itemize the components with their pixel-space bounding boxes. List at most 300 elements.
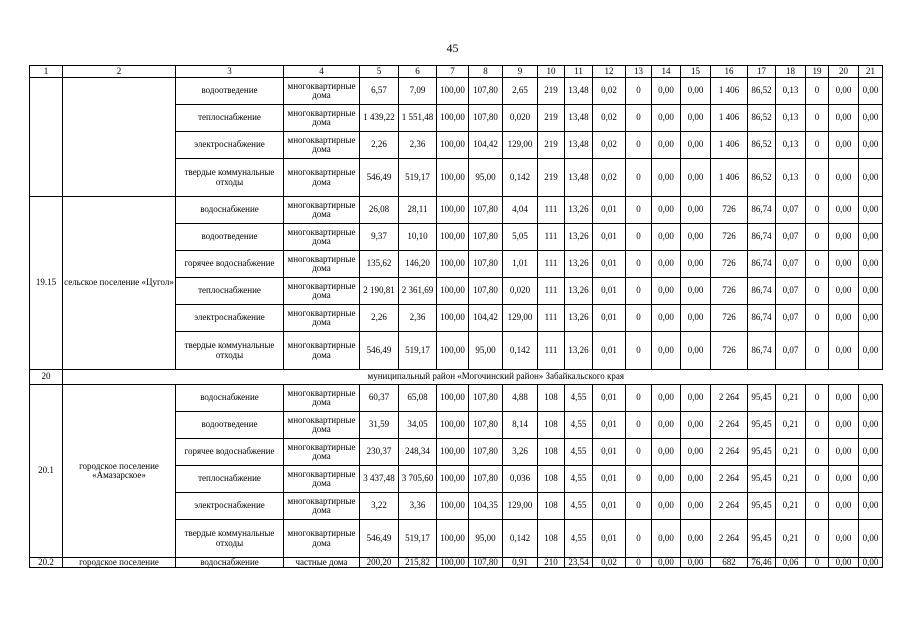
value-cell: 0 (626, 332, 652, 370)
value-cell: 86,74 (748, 305, 776, 332)
value-cell: 0,01 (593, 278, 626, 305)
service-name: твердые коммунальные отходы (176, 159, 284, 197)
value-cell: 0,00 (859, 159, 883, 197)
page-number: 45 (446, 41, 459, 55)
value-cell: 107,80 (469, 412, 503, 439)
value-cell: 2 264 (711, 520, 748, 558)
value-cell: 108 (538, 493, 565, 520)
value-cell: 219 (538, 105, 565, 132)
value-cell: 100,00 (437, 305, 469, 332)
value-cell: 0,00 (681, 105, 711, 132)
value-cell: 0,00 (652, 251, 681, 278)
value-cell: 0 (806, 520, 829, 558)
value-cell: 0,00 (681, 385, 711, 412)
value-cell: 2,26 (360, 305, 399, 332)
value-cell: 0,00 (829, 105, 859, 132)
value-cell: 726 (711, 278, 748, 305)
value-cell: 0,00 (681, 251, 711, 278)
service-name: водоснабжение (176, 558, 284, 568)
value-cell: 0,00 (681, 132, 711, 159)
value-cell: 0,00 (681, 278, 711, 305)
value-cell: 230,37 (360, 439, 399, 466)
value-cell: 0,00 (681, 197, 711, 224)
value-cell: 13,26 (565, 224, 593, 251)
service-name: твердые коммунальные отходы (176, 520, 284, 558)
value-cell: 86,74 (748, 251, 776, 278)
value-cell: 1 406 (711, 78, 748, 105)
value-cell: 0 (626, 439, 652, 466)
value-cell: 0,00 (829, 159, 859, 197)
table-body (30, 66, 883, 568)
housing-type: многоквартирные дома (284, 466, 360, 493)
section-number: 20 (30, 370, 63, 385)
value-cell: 0,21 (776, 439, 806, 466)
value-cell: 0,01 (593, 412, 626, 439)
value-cell: 0,01 (593, 520, 626, 558)
value-cell: 95,45 (748, 466, 776, 493)
value-cell: 0,21 (776, 466, 806, 493)
value-cell: 0,00 (652, 493, 681, 520)
value-cell: 0 (626, 385, 652, 412)
value-cell: 4,55 (565, 385, 593, 412)
value-cell: 13,48 (565, 78, 593, 105)
item-number: 20.2 (30, 558, 63, 568)
value-cell: 0 (626, 520, 652, 558)
column-header: 12 (593, 66, 626, 78)
value-cell: 4,55 (565, 466, 593, 493)
value-cell: 111 (538, 251, 565, 278)
value-cell: 0,142 (503, 520, 538, 558)
service-name: водоснабжение (176, 385, 284, 412)
column-header: 19 (806, 66, 829, 78)
value-cell: 108 (538, 466, 565, 493)
housing-type: многоквартирные дома (284, 332, 360, 370)
service-name: горячее водоснабжение (176, 251, 284, 278)
value-cell: 0,00 (859, 305, 883, 332)
value-cell: 0,00 (829, 558, 859, 568)
value-cell: 0 (806, 466, 829, 493)
value-cell: 100,00 (437, 132, 469, 159)
value-cell: 0,01 (593, 439, 626, 466)
value-cell: 0 (626, 251, 652, 278)
value-cell: 0 (626, 305, 652, 332)
value-cell: 107,80 (469, 78, 503, 105)
value-cell: 86,52 (748, 78, 776, 105)
value-cell: 0,00 (859, 78, 883, 105)
value-cell: 0 (626, 105, 652, 132)
value-cell: 13,26 (565, 305, 593, 332)
value-cell: 107,80 (469, 197, 503, 224)
value-cell: 146,20 (399, 251, 437, 278)
value-cell: 107,80 (469, 466, 503, 493)
value-cell: 95,45 (748, 439, 776, 466)
value-cell: 4,04 (503, 197, 538, 224)
value-cell: 0,00 (681, 466, 711, 493)
value-cell: 13,26 (565, 197, 593, 224)
section-row (30, 370, 883, 385)
value-cell: 0,00 (829, 197, 859, 224)
value-cell: 0,00 (652, 558, 681, 568)
value-cell: 726 (711, 197, 748, 224)
value-cell: 0,00 (652, 332, 681, 370)
value-cell: 2 264 (711, 466, 748, 493)
housing-type: многоквартирные дома (284, 224, 360, 251)
value-cell: 95,00 (469, 520, 503, 558)
service-name: теплоснабжение (176, 466, 284, 493)
value-cell: 95,45 (748, 520, 776, 558)
column-header: 2 (63, 66, 176, 78)
value-cell: 200,20 (360, 558, 399, 568)
value-cell: 0,01 (593, 385, 626, 412)
value-cell: 519,17 (399, 332, 437, 370)
value-cell: 0,00 (652, 105, 681, 132)
settlement-name: городское поселение (63, 558, 176, 568)
value-cell: 0,00 (652, 385, 681, 412)
item-number: 19.15 (30, 197, 63, 370)
value-cell: 0,00 (652, 466, 681, 493)
value-cell: 0,00 (859, 197, 883, 224)
value-cell: 13,48 (565, 132, 593, 159)
value-cell: 0,13 (776, 105, 806, 132)
value-cell: 86,52 (748, 159, 776, 197)
value-cell: 0 (806, 439, 829, 466)
value-cell: 3,36 (399, 493, 437, 520)
value-cell: 6,57 (360, 78, 399, 105)
value-cell: 0,00 (859, 558, 883, 568)
settlement-name: городское поселение «Амазарское» (63, 385, 176, 558)
value-cell: 95,00 (469, 159, 503, 197)
value-cell: 0,00 (652, 78, 681, 105)
value-cell: 0 (806, 558, 829, 568)
value-cell: 107,80 (469, 278, 503, 305)
value-cell: 108 (538, 412, 565, 439)
housing-type: многоквартирные дома (284, 520, 360, 558)
value-cell: 107,80 (469, 251, 503, 278)
item-number: 20.1 (30, 385, 63, 558)
value-cell: 0,00 (652, 132, 681, 159)
value-cell: 0,00 (652, 439, 681, 466)
value-cell: 210 (538, 558, 565, 568)
value-cell: 215,82 (399, 558, 437, 568)
value-cell: 0 (626, 132, 652, 159)
value-cell: 65,08 (399, 385, 437, 412)
value-cell: 0,036 (503, 466, 538, 493)
value-cell: 0,00 (859, 385, 883, 412)
value-cell: 0,21 (776, 520, 806, 558)
value-cell: 219 (538, 132, 565, 159)
value-cell: 726 (711, 305, 748, 332)
column-header: 11 (565, 66, 593, 78)
value-cell: 0 (626, 466, 652, 493)
value-cell: 3 705,60 (399, 466, 437, 493)
value-cell: 28,11 (399, 197, 437, 224)
value-cell: 4,88 (503, 385, 538, 412)
value-cell: 0,00 (829, 493, 859, 520)
value-cell: 107,80 (469, 224, 503, 251)
service-name: электроснабжение (176, 493, 284, 520)
column-header: 20 (829, 66, 859, 78)
value-cell: 3,22 (360, 493, 399, 520)
value-cell: 23,54 (565, 558, 593, 568)
housing-type: многоквартирные дома (284, 305, 360, 332)
column-header: 18 (776, 66, 806, 78)
value-cell: 0 (626, 224, 652, 251)
value-cell: 0 (626, 558, 652, 568)
value-cell: 0,01 (593, 466, 626, 493)
value-cell: 95,45 (748, 412, 776, 439)
value-cell: 0 (806, 132, 829, 159)
value-cell: 0,00 (681, 159, 711, 197)
column-header: 14 (652, 66, 681, 78)
value-cell: 0,00 (829, 332, 859, 370)
data-table (29, 65, 883, 568)
value-cell: 0 (806, 197, 829, 224)
value-cell: 0 (626, 493, 652, 520)
value-cell: 111 (538, 224, 565, 251)
value-cell: 0 (806, 78, 829, 105)
value-cell: 0,00 (652, 197, 681, 224)
value-cell: 0,00 (681, 332, 711, 370)
value-cell: 107,80 (469, 558, 503, 568)
value-cell: 111 (538, 305, 565, 332)
value-cell: 0,00 (859, 278, 883, 305)
value-cell: 1 406 (711, 159, 748, 197)
value-cell: 0,00 (681, 305, 711, 332)
column-header: 3 (176, 66, 284, 78)
column-header: 6 (399, 66, 437, 78)
value-cell: 0,01 (593, 197, 626, 224)
value-cell: 0 (806, 493, 829, 520)
housing-type: многоквартирные дома (284, 278, 360, 305)
value-cell: 26,08 (360, 197, 399, 224)
section-title: муниципальный район «Могочинский район» Забайкальского края (360, 370, 883, 385)
value-cell: 0,00 (681, 493, 711, 520)
value-cell: 2 264 (711, 385, 748, 412)
value-cell: 0 (626, 78, 652, 105)
housing-type: частные дома (284, 558, 360, 568)
value-cell: 0,02 (593, 78, 626, 105)
value-cell: 0,00 (859, 520, 883, 558)
value-cell: 0,01 (593, 251, 626, 278)
value-cell: 0,01 (593, 305, 626, 332)
column-header: 17 (748, 66, 776, 78)
value-cell: 0,00 (681, 78, 711, 105)
value-cell: 107,80 (469, 385, 503, 412)
value-cell: 129,00 (503, 493, 538, 520)
value-cell: 0,13 (776, 78, 806, 105)
value-cell: 95,00 (469, 332, 503, 370)
value-cell: 100,00 (437, 78, 469, 105)
value-cell: 0,00 (859, 493, 883, 520)
service-name: электроснабжение (176, 132, 284, 159)
value-cell: 111 (538, 332, 565, 370)
value-cell: 0,02 (593, 105, 626, 132)
value-cell: 0,00 (859, 332, 883, 370)
value-cell: 546,49 (360, 159, 399, 197)
value-cell: 0,02 (593, 159, 626, 197)
value-cell: 0 (806, 251, 829, 278)
value-cell: 9,37 (360, 224, 399, 251)
value-cell: 0,00 (859, 439, 883, 466)
value-cell: 0,01 (593, 224, 626, 251)
service-name: твердые коммунальные отходы (176, 332, 284, 370)
column-header: 7 (437, 66, 469, 78)
value-cell: 0,00 (829, 278, 859, 305)
column-header: 10 (538, 66, 565, 78)
column-header: 9 (503, 66, 538, 78)
value-cell: 0 (626, 159, 652, 197)
column-header: 1 (30, 66, 63, 78)
table-row (30, 385, 883, 412)
value-cell: 13,26 (565, 332, 593, 370)
column-header: 5 (360, 66, 399, 78)
value-cell: 13,26 (565, 278, 593, 305)
value-cell: 0,00 (681, 520, 711, 558)
value-cell: 0,00 (829, 385, 859, 412)
housing-type: многоквартирные дома (284, 105, 360, 132)
table-row (30, 197, 883, 224)
value-cell: 3,26 (503, 439, 538, 466)
value-cell: 0,00 (829, 412, 859, 439)
value-cell: 129,00 (503, 305, 538, 332)
value-cell: 86,74 (748, 224, 776, 251)
value-cell: 100,00 (437, 412, 469, 439)
value-cell: 0,13 (776, 132, 806, 159)
value-cell: 682 (711, 558, 748, 568)
column-header: 8 (469, 66, 503, 78)
value-cell: 0 (806, 305, 829, 332)
value-cell: 0,02 (593, 132, 626, 159)
value-cell: 104,42 (469, 132, 503, 159)
value-cell: 100,00 (437, 105, 469, 132)
value-cell: 86,74 (748, 332, 776, 370)
value-cell: 4,55 (565, 520, 593, 558)
value-cell: 3 437,48 (360, 466, 399, 493)
value-cell: 100,00 (437, 520, 469, 558)
value-cell: 13,26 (565, 251, 593, 278)
service-name: водоотведение (176, 78, 284, 105)
value-cell: 1 406 (711, 132, 748, 159)
value-cell: 2 190,81 (360, 278, 399, 305)
housing-type: многоквартирные дома (284, 385, 360, 412)
value-cell: 100,00 (437, 251, 469, 278)
column-header: 15 (681, 66, 711, 78)
value-cell: 7,09 (399, 78, 437, 105)
value-cell: 546,49 (360, 520, 399, 558)
value-cell: 100,00 (437, 466, 469, 493)
value-cell: 13,48 (565, 159, 593, 197)
value-cell: 0,00 (829, 520, 859, 558)
value-cell: 0,07 (776, 332, 806, 370)
value-cell: 0,02 (593, 558, 626, 568)
value-cell: 1 551,48 (399, 105, 437, 132)
table-row (30, 558, 883, 568)
value-cell: 111 (538, 278, 565, 305)
housing-type: многоквартирные дома (284, 78, 360, 105)
value-cell: 107,80 (469, 105, 503, 132)
value-cell: 111 (538, 197, 565, 224)
value-cell: 0,91 (503, 558, 538, 568)
value-cell: 0,00 (859, 132, 883, 159)
value-cell: 8,14 (503, 412, 538, 439)
value-cell: 519,17 (399, 520, 437, 558)
value-cell: 0,00 (652, 412, 681, 439)
value-cell: 2,65 (503, 78, 538, 105)
value-cell: 219 (538, 159, 565, 197)
value-cell: 0,00 (829, 78, 859, 105)
value-cell: 100,00 (437, 197, 469, 224)
value-cell: 0 (806, 412, 829, 439)
value-cell: 248,34 (399, 439, 437, 466)
value-cell: 0 (806, 385, 829, 412)
service-name: водоотведение (176, 224, 284, 251)
column-header: 21 (859, 66, 883, 78)
value-cell: 108 (538, 439, 565, 466)
value-cell: 0,00 (681, 439, 711, 466)
value-cell: 0,00 (681, 412, 711, 439)
value-cell: 100,00 (437, 558, 469, 568)
value-cell: 219 (538, 78, 565, 105)
value-cell: 100,00 (437, 224, 469, 251)
value-cell: 95,45 (748, 493, 776, 520)
value-cell: 0,00 (681, 224, 711, 251)
service-name: теплоснабжение (176, 278, 284, 305)
value-cell: 1 439,22 (360, 105, 399, 132)
value-cell: 0,00 (652, 159, 681, 197)
value-cell: 5,05 (503, 224, 538, 251)
value-cell: 0,00 (859, 224, 883, 251)
column-header: 13 (626, 66, 652, 78)
value-cell: 60,37 (360, 385, 399, 412)
value-cell: 726 (711, 224, 748, 251)
value-cell: 0,21 (776, 385, 806, 412)
value-cell: 104,35 (469, 493, 503, 520)
service-name: водоотведение (176, 412, 284, 439)
value-cell: 10,10 (399, 224, 437, 251)
value-cell: 2,36 (399, 132, 437, 159)
value-cell: 0 (626, 412, 652, 439)
value-cell: 107,80 (469, 439, 503, 466)
housing-type: многоквартирные дома (284, 197, 360, 224)
value-cell: 0,07 (776, 224, 806, 251)
item-number (30, 78, 63, 197)
value-cell: 2,26 (360, 132, 399, 159)
value-cell: 0,07 (776, 278, 806, 305)
value-cell: 0,00 (859, 412, 883, 439)
service-name: электроснабжение (176, 305, 284, 332)
value-cell: 34,05 (399, 412, 437, 439)
value-cell: 0,13 (776, 159, 806, 197)
value-cell: 2 264 (711, 439, 748, 466)
value-cell: 0,06 (776, 558, 806, 568)
value-cell: 2 264 (711, 493, 748, 520)
column-header: 4 (284, 66, 360, 78)
value-cell: 86,52 (748, 132, 776, 159)
value-cell: 726 (711, 332, 748, 370)
value-cell: 0,01 (593, 493, 626, 520)
value-cell: 0,00 (829, 305, 859, 332)
value-cell: 1 406 (711, 105, 748, 132)
housing-type: многоквартирные дома (284, 493, 360, 520)
value-cell: 0,020 (503, 278, 538, 305)
value-cell: 100,00 (437, 278, 469, 305)
value-cell: 0,00 (829, 251, 859, 278)
value-cell: 100,00 (437, 159, 469, 197)
value-cell: 1,01 (503, 251, 538, 278)
value-cell: 100,00 (437, 332, 469, 370)
service-name: горячее водоснабжение (176, 439, 284, 466)
value-cell: 0 (806, 278, 829, 305)
